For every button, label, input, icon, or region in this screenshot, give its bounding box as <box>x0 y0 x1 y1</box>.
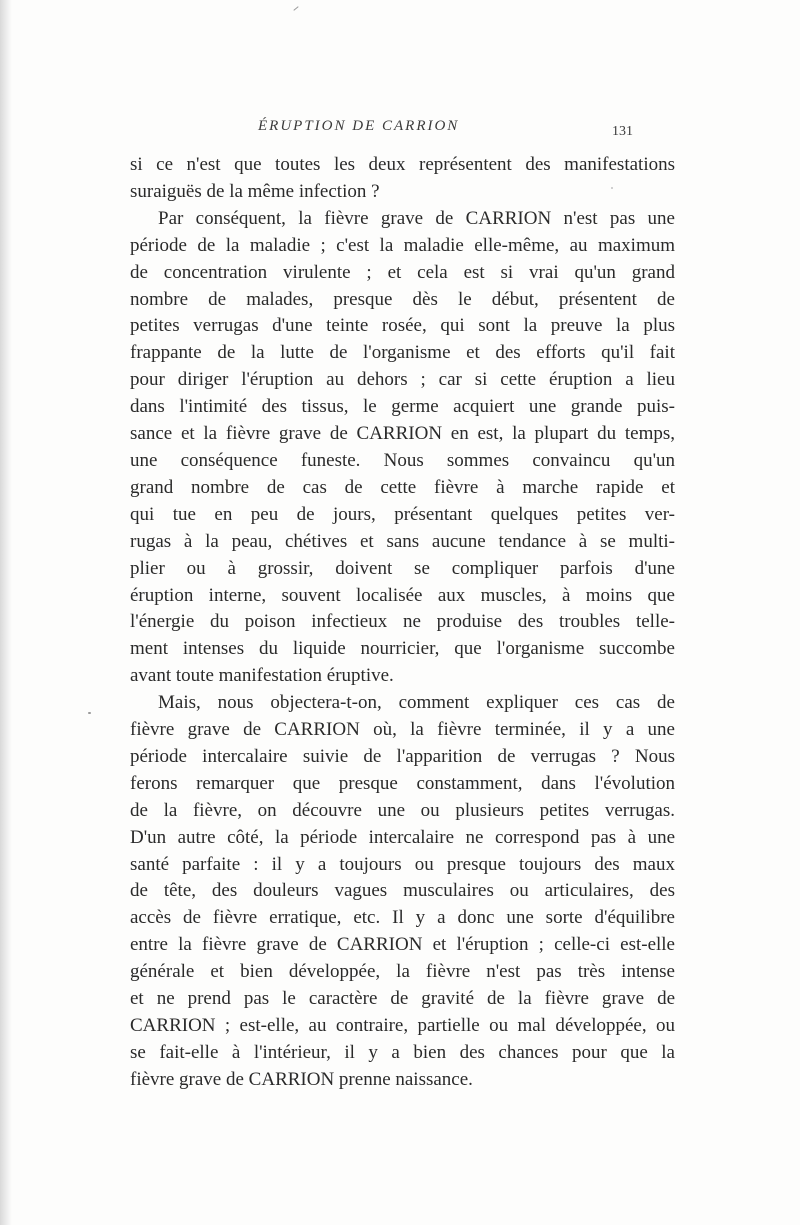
text-line: fièvre grave de CARRION où, la fièvre terminée, il y a une <box>130 719 675 741</box>
text-line: suraiguës de la même infection ? <box>130 180 380 202</box>
text-line: période de la maladie ; c'est la maladie elle-même, au maximum <box>130 234 675 256</box>
text-line: nombre de malades, presque dès le début, présentent de <box>130 288 675 310</box>
text-line: de concentration virulente ; et cela est si vrai qu'un grand <box>130 261 675 283</box>
text-line: entre la fièvre grave de CARRION et l'éruption ; celle-ci est-elle <box>130 934 675 956</box>
text-line: de tête, des douleurs vagues musculaires ou articulaires, des <box>130 880 675 902</box>
text-line: sance et la fièvre grave de CARRION en est, la plupart du temps, <box>130 423 675 445</box>
text-line: plier ou à grossir, doivent se compliquer parfois d'une <box>130 557 675 579</box>
text-line: accès de fièvre erratique, etc. Il y a donc une sorte d'équilibre <box>130 907 675 929</box>
text-line: une conséquence funeste. Nous sommes convaincu qu'un <box>130 449 675 471</box>
text-line: fièvre grave de CARRION prenne naissance. <box>130 1068 473 1090</box>
text-line: et ne prend pas le caractère de gravité de la fièvre grave de <box>130 988 675 1010</box>
text-line: générale et bien développée, la fièvre n'est pas très intense <box>130 961 675 983</box>
page-gutter-shadow <box>0 0 12 1225</box>
text-line: de la fièvre, on découvre une ou plusieurs petites verrugas. <box>130 799 675 821</box>
text-line: santé parfaite : il y a toujours ou presque toujours des maux <box>130 853 675 875</box>
body-text <box>130 152 675 1094</box>
text-line: ferons remarquer que presque constamment, dans l'évolution <box>130 772 675 794</box>
text-line: grand nombre de cas de cette fièvre à marche rapide et <box>130 476 675 498</box>
text-line: dans l'intimité des tissus, le germe acquiert une grande puis- <box>130 396 675 418</box>
text-line: pour diriger l'éruption au dehors ; car si cette éruption a lieu <box>130 369 675 391</box>
text-line: avant toute manifestation éruptive. <box>130 665 394 687</box>
text-line: ment intenses du liquide nourricier, que l'organisme succombe <box>130 638 675 660</box>
text-line: si ce n'est que toutes les deux représentent des manifestations <box>130 154 675 175</box>
text-line: éruption interne, souvent localisée aux muscles, à moins que <box>130 584 675 606</box>
text-line: petites verrugas d'une teinte rosée, qui sont la preuve la plus <box>130 315 675 337</box>
text-line: période intercalaire suivie de l'apparition de verrugas ? Nous <box>130 745 675 767</box>
text-line: qui tue en peu de jours, présentant quelques petites ver- <box>130 503 675 525</box>
text-line: Mais, nous objectera-t-on, comment expliquer ces cas de <box>158 692 675 714</box>
running-title: ÉRUPTION DE CARRION <box>258 118 460 134</box>
page-number: 131 <box>612 124 633 139</box>
text-line: CARRION ; est-elle, au contraire, partielle ou mal développée, ou <box>130 1015 675 1036</box>
text-line: l'énergie du poison infectieux ne produise des troubles telle- <box>130 611 675 633</box>
text-line: rugas à la peau, chétives et sans aucune tendance à se multi- <box>130 530 675 552</box>
text-line: D'un autre côté, la période intercalaire ne correspond pas à une <box>130 826 675 848</box>
paper-speck <box>88 712 91 714</box>
text-line: Par conséquent, la fièvre grave de CARRION n'est pas une <box>158 207 675 229</box>
text-line: se fait-elle à l'intérieur, il y a bien des chances pour que la <box>130 1041 675 1063</box>
paper-speck <box>293 6 298 11</box>
text-line: frappante de la lutte de l'organisme et des efforts qu'il fait <box>130 342 675 364</box>
